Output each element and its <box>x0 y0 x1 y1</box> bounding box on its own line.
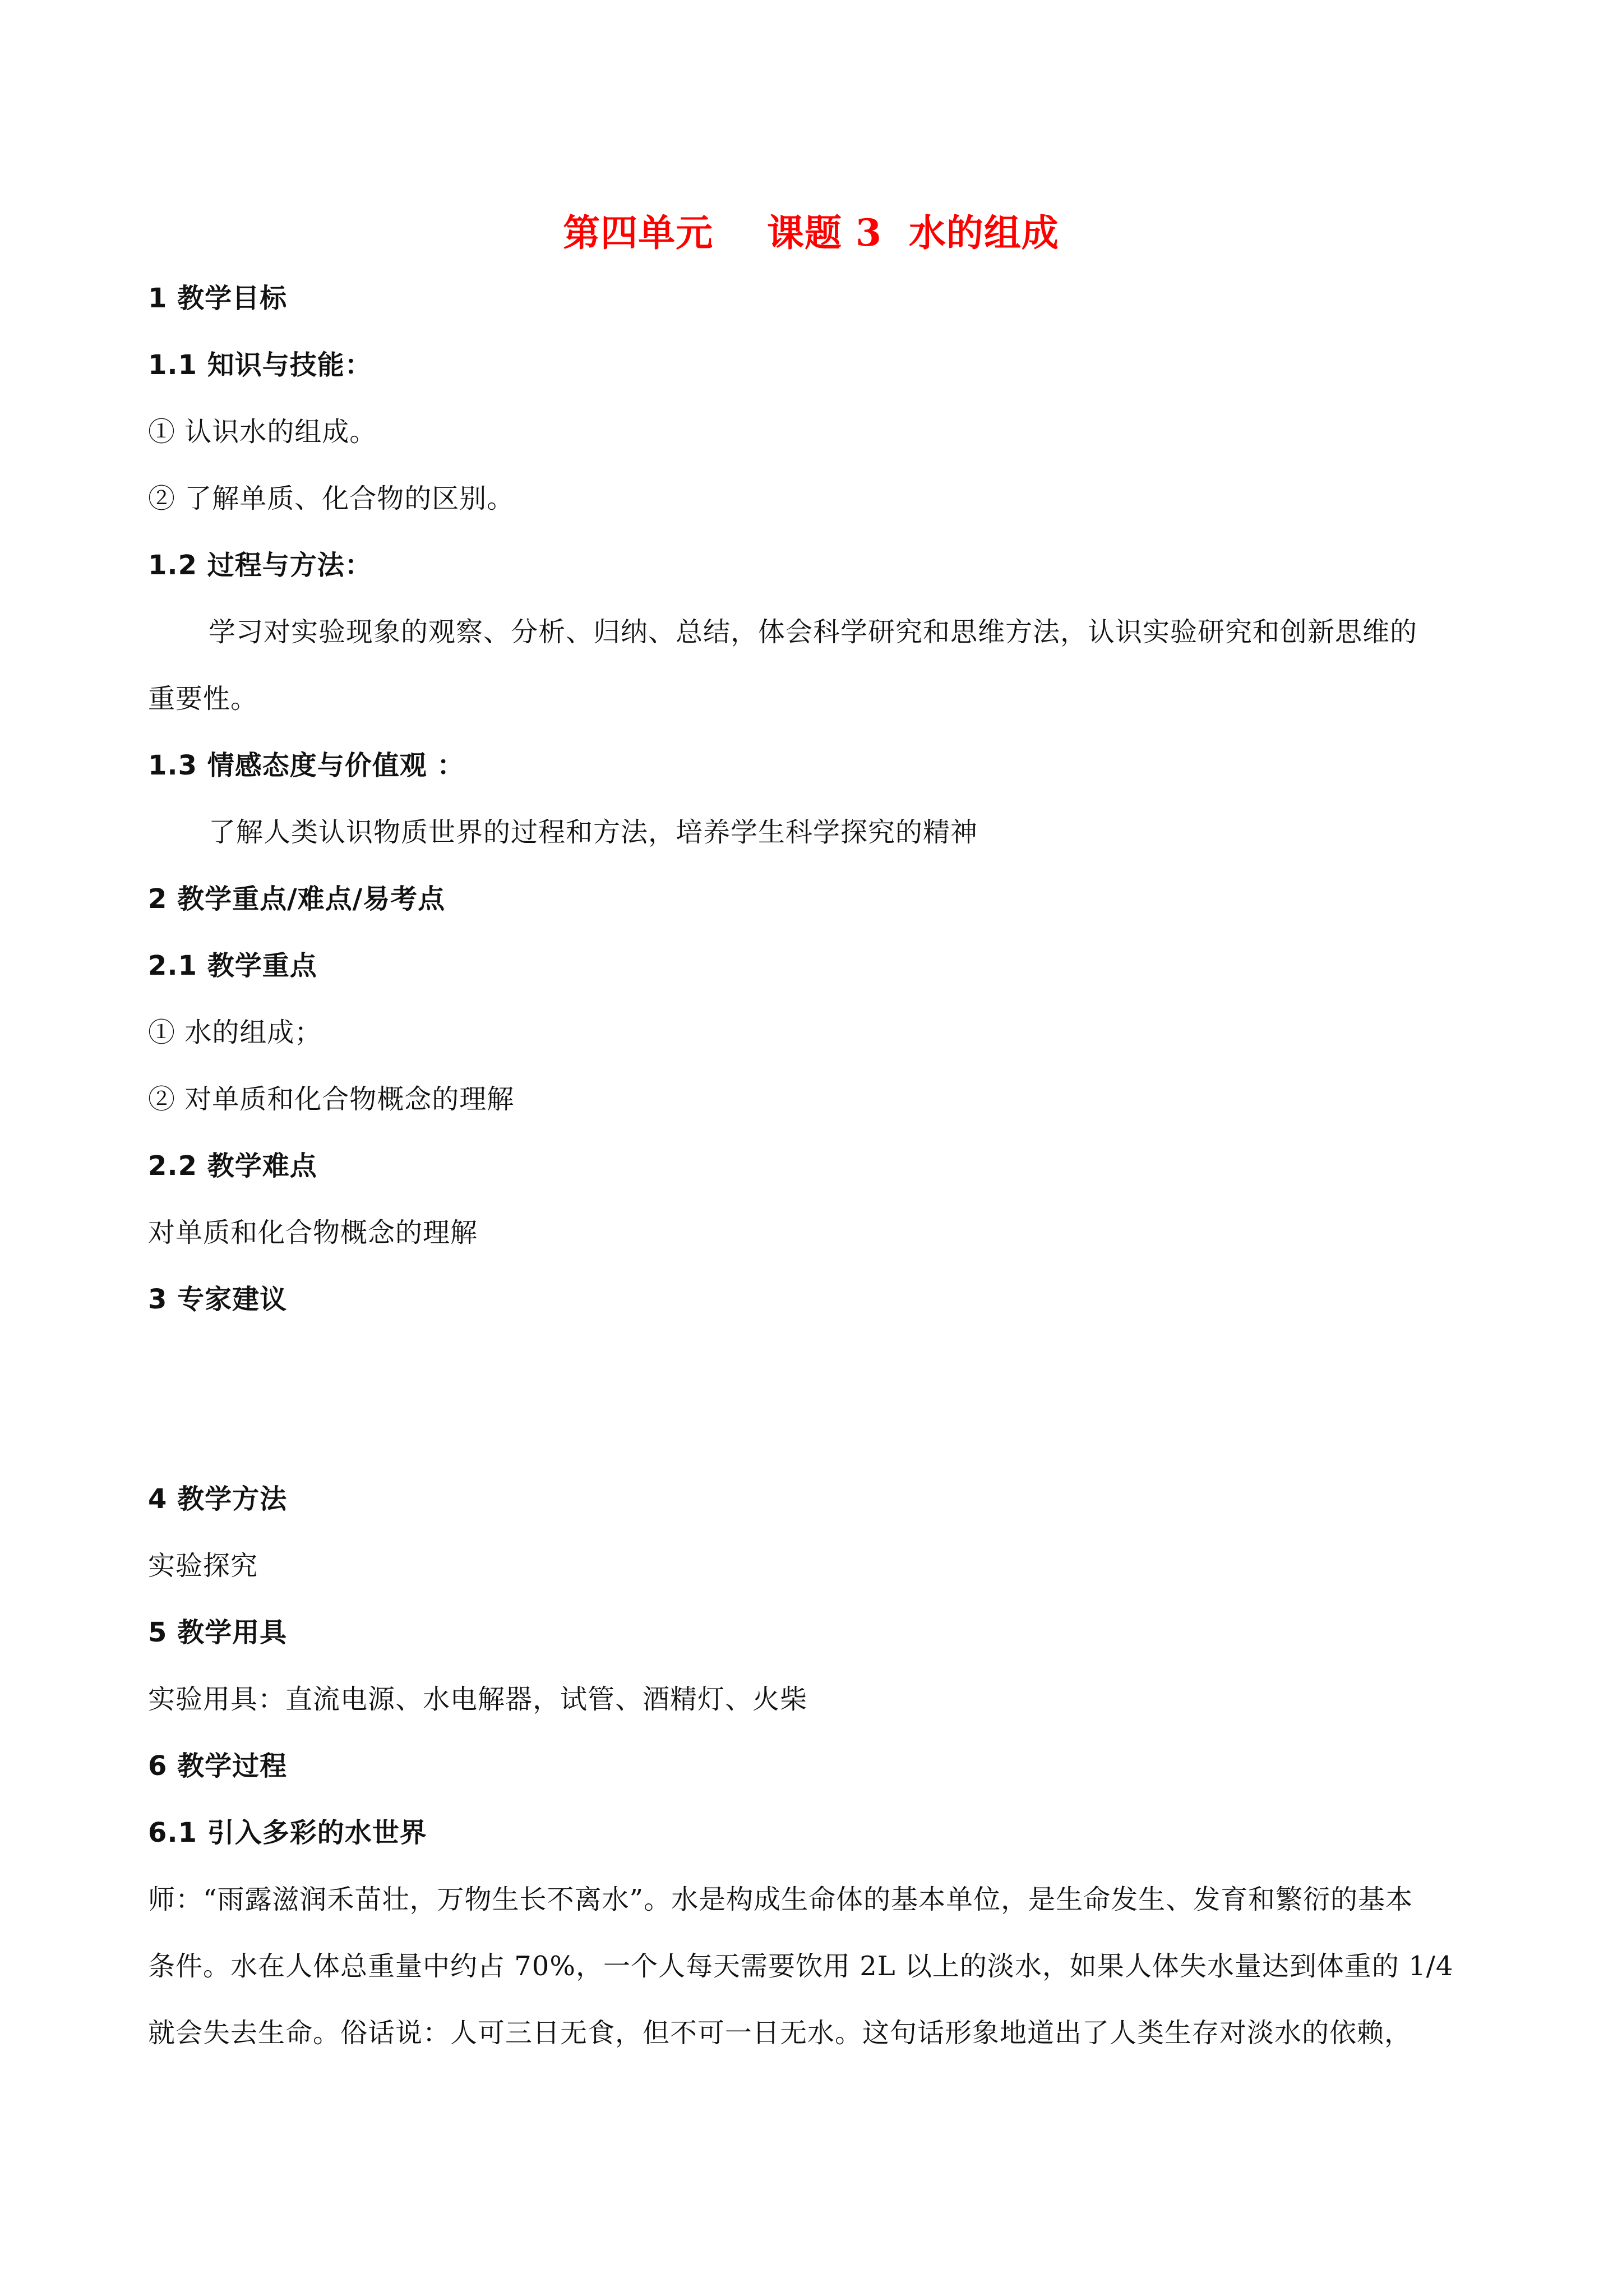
heading-introduction: 6.1 引入多彩的水世界 <box>148 1817 427 1848</box>
heading-knowledge-skills: 1.1 知识与技能： <box>148 349 372 381</box>
heading-key-points: 2.1 教学重点 <box>148 950 317 981</box>
knowledge-item-2: ② 了解单质、化合物的区别。 <box>148 483 515 514</box>
introduction-text-line-3: 就会失去生命。俗话说：人可三日无食，但不可一日无水。这句话形象地道出了人类生存对淡水的依赖， <box>148 2017 1412 2049</box>
difficult-point-text: 对单质和化合物概念的理解 <box>148 1217 478 1248</box>
document-title: 第四单元 课题 3 水的组成 <box>563 211 1059 255</box>
process-method-text-line-1: 学习对实验现象的观察、分析、归纳、总结，体会科学研究和思维方法，认识实验研究和创新思维的 <box>209 616 1418 648</box>
introduction-text-line-1: 师：“雨露滋润禾苗壮，万物生长不离水”。水是构成生命体的基本单位，是生命发生、发育和繁衍的基本 <box>148 1884 1413 1915</box>
knowledge-item-1: ① 认识水的组成。 <box>148 416 377 448</box>
heading-difficult-points: 2.2 教学难点 <box>148 1150 317 1182</box>
heading-emotion-values: 1.3 情感态度与价值观 ： <box>148 750 465 781</box>
emotion-values-text: 了解人类认识物质世界的过程和方法，培养学生科学探究的精神 <box>209 817 978 848</box>
process-method-text-line-2: 重要性。 <box>148 683 258 714</box>
key-point-item-2: ② 对单质和化合物概念的理解 <box>148 1084 515 1115</box>
heading-teaching-process: 6 教学过程 <box>148 1750 288 1782</box>
heading-key-difficult-points: 2 教学重点/难点/易考点 <box>148 883 446 915</box>
introduction-text-line-2: 条件。水在人体总重量中约占 70%，一个人每天需要饮用 2L 以上的淡水，如果人体失水量达到体重的 1/4 <box>148 1951 1454 1982</box>
teaching-tools-text: 实验用具：直流电源、水电解器，试管、酒精灯、火柴 <box>148 1684 808 1715</box>
heading-teaching-tools: 5 教学用具 <box>148 1617 288 1648</box>
heading-expert-advice: 3 专家建议 <box>148 1284 288 1315</box>
key-point-item-1: ① 水的组成； <box>148 1017 322 1048</box>
heading-teaching-goals: 1 教学目标 <box>148 283 288 314</box>
teaching-method-text: 实验探究 <box>148 1550 258 1582</box>
heading-teaching-method: 4 教学方法 <box>148 1483 288 1515</box>
heading-process-method: 1.2 过程与方法： <box>148 550 372 581</box>
